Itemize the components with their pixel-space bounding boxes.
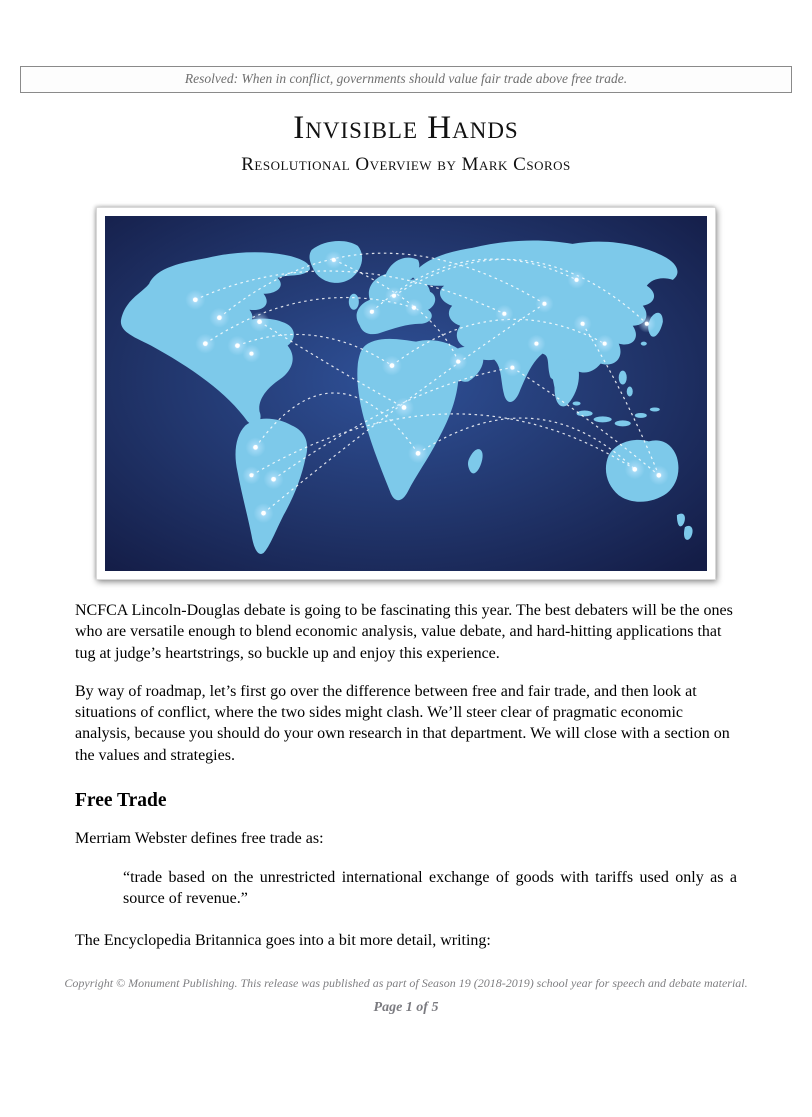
blockquote-free-trade-definition: “trade based on the unrestricted international exchange of goods with tariffs used only as a source of revenue.” (123, 869, 737, 908)
paragraph-intro: NCFCA Lincoln-Douglas debate is going to be fascinating this year. The best debaters will be the ones who are versatile enough to blend economic analysis, value debate, and hard-hitting applications that tug at judge’s heartstrings, so buckle up and enjoy this experience. (75, 602, 733, 662)
page-title: Invisible Hands (293, 110, 519, 146)
paragraph-britannica: The Encyclopedia Britannica goes into a bit more detail, writing: (75, 931, 491, 949)
paragraph-roadmap: By way of roadmap, let’s first go over the difference between free and fair trade, and then look at situations of conflict, where the two sides might clash. We’ll steer clear of pragmatic economic analysis, because you should do your own research in that department. We will close with a section on the values and strategies. (75, 682, 730, 764)
resolution-text: Resolved: When in conflict, governments should value fair trade above free trade. (184, 71, 628, 86)
resolution-banner (20, 66, 792, 93)
world-map-image (105, 216, 707, 571)
footer-page-number: Page 1 of 5 (373, 999, 439, 1015)
document-body (75, 600, 737, 951)
paragraph-merriam-webster: Merriam Webster defines free trade as: (75, 829, 324, 847)
footer-copyright: Copyright © Monument Publishing. This release was published as part of Season 19 (2018-2019) school year for speech and debate material. (64, 975, 748, 990)
section-heading-free-trade: Free Trade (75, 789, 167, 811)
page-subtitle: Resolutional Overview by Mark Csoros (241, 154, 571, 175)
world-map-figure (96, 207, 716, 580)
